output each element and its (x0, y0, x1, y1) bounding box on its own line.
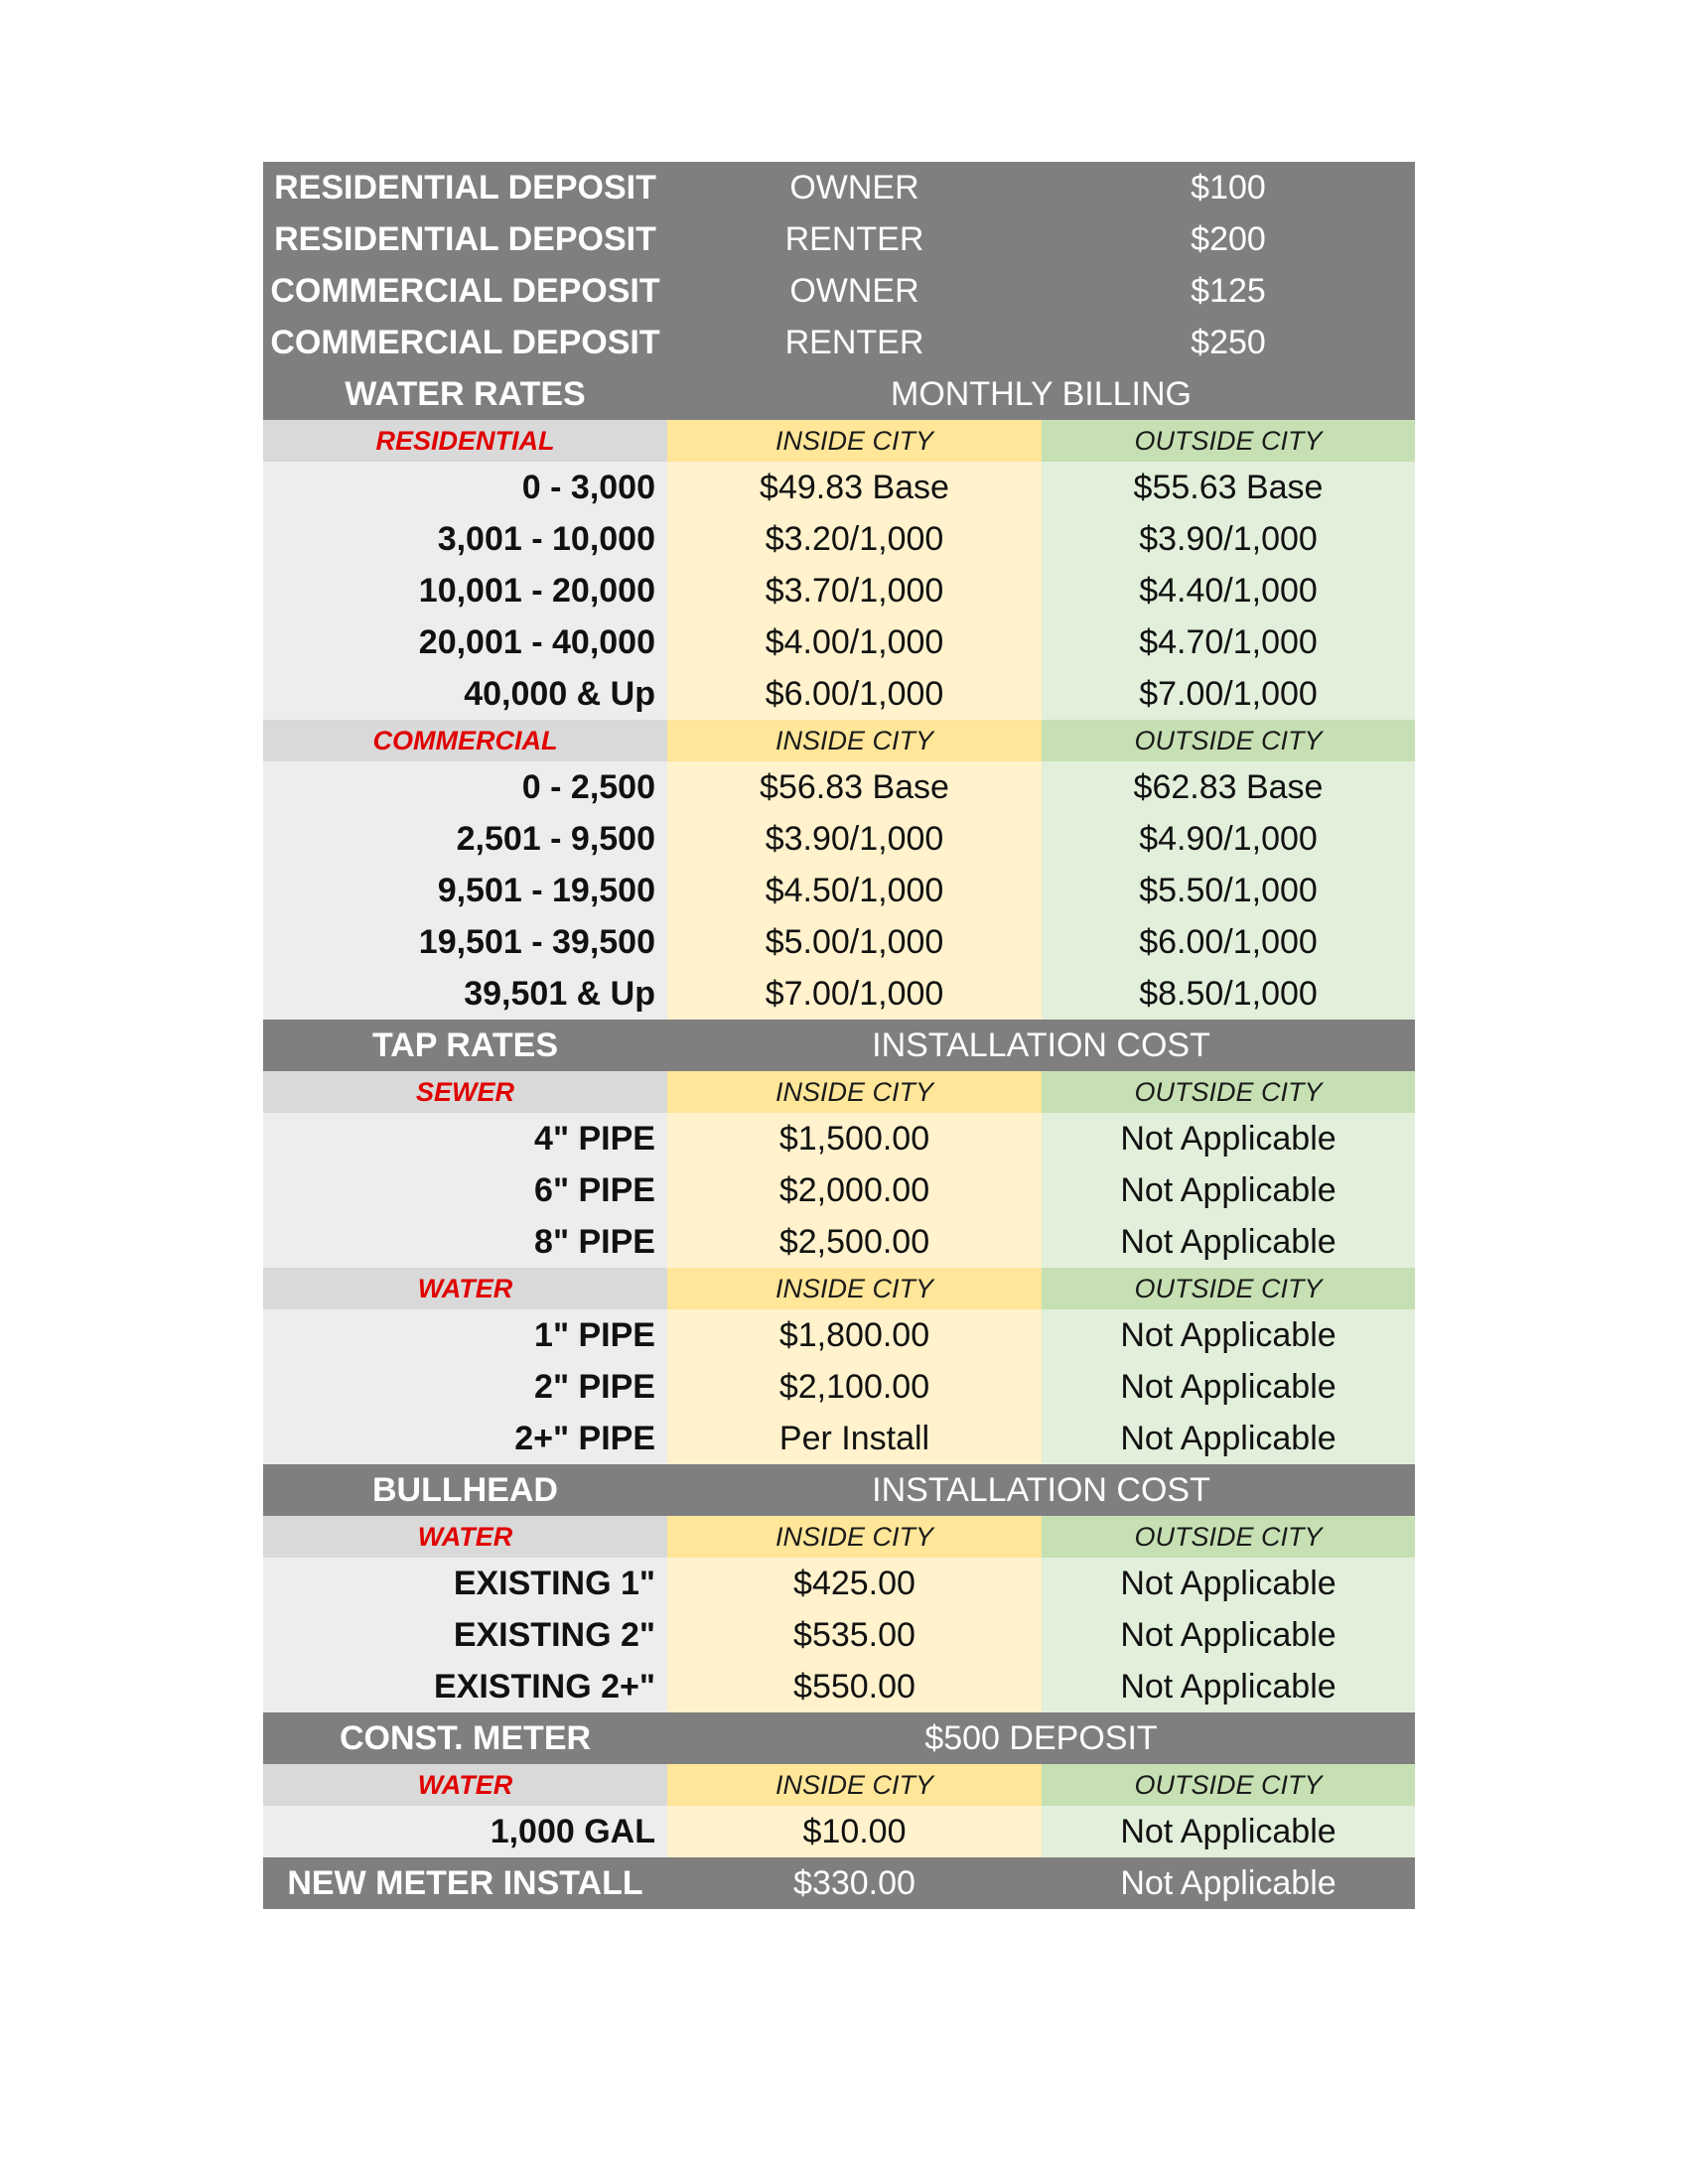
inside-cost: $2,100.00 (667, 1361, 1042, 1413)
usage-range: 9,501 - 19,500 (263, 865, 667, 916)
inside-cost: $2,000.00 (667, 1164, 1042, 1216)
outside-rate: $7.00/1,000 (1042, 668, 1415, 720)
deposit-row (263, 162, 1415, 213)
inside-rate: $4.00/1,000 (667, 616, 1042, 668)
outside-rate: $4.40/1,000 (1042, 565, 1415, 616)
outside-city-header: OUTSIDE CITY (1042, 1071, 1415, 1113)
usage-range: 40,000 & Up (263, 668, 667, 720)
table-row (263, 1413, 1415, 1464)
rate-table (263, 162, 1415, 1909)
deposit-amount: $250 (1042, 317, 1415, 368)
table-row (263, 865, 1415, 916)
existing-size: EXISTING 1" (263, 1558, 667, 1609)
inside-rate: $7.00/1,000 (667, 968, 1042, 1020)
section-subtitle: INSTALLATION COST (667, 1464, 1415, 1516)
deposit-type: OWNER (667, 162, 1042, 213)
outside-cost: Not Applicable (1042, 1361, 1415, 1413)
table-row (263, 565, 1415, 616)
subheader-const-meter-water (263, 1764, 1415, 1806)
pipe-size: 8" PIPE (263, 1216, 667, 1268)
new-meter-label: NEW METER INSTALL (263, 1857, 667, 1909)
usage-range: 39,501 & Up (263, 968, 667, 1020)
inside-rate: $6.00/1,000 (667, 668, 1042, 720)
outside-cost: Not Applicable (1042, 1164, 1415, 1216)
new-meter-inside: $330.00 (667, 1857, 1042, 1909)
outside-cost: Not Applicable (1042, 1609, 1415, 1661)
usage-range: 0 - 3,000 (263, 462, 667, 513)
inside-city-header: INSIDE CITY (667, 1516, 1042, 1558)
inside-city-header: INSIDE CITY (667, 720, 1042, 761)
section-subtitle: INSTALLATION COST (667, 1020, 1415, 1071)
inside-cost: Per Install (667, 1413, 1042, 1464)
outside-cost: Not Applicable (1042, 1309, 1415, 1361)
pipe-size: 2+" PIPE (263, 1413, 667, 1464)
section-title: WATER RATES (263, 368, 667, 420)
table-row (263, 1609, 1415, 1661)
table-row (263, 1806, 1415, 1857)
deposit-label: COMMERCIAL DEPOSIT (263, 317, 667, 368)
outside-rate: $4.90/1,000 (1042, 813, 1415, 865)
deposit-amount: $100 (1042, 162, 1415, 213)
usage-range: 0 - 2,500 (263, 761, 667, 813)
outside-city-header: OUTSIDE CITY (1042, 1268, 1415, 1309)
outside-rate: $62.83 Base (1042, 761, 1415, 813)
inside-rate: $49.83 Base (667, 462, 1042, 513)
outside-rate: $4.70/1,000 (1042, 616, 1415, 668)
usage-range: 2,501 - 9,500 (263, 813, 667, 865)
table-row (263, 616, 1415, 668)
outside-cost: Not Applicable (1042, 1113, 1415, 1164)
deposit-row (263, 213, 1415, 265)
pipe-size: 4" PIPE (263, 1113, 667, 1164)
table-row (263, 1309, 1415, 1361)
inside-rate: $3.90/1,000 (667, 813, 1042, 865)
deposit-type: RENTER (667, 317, 1042, 368)
table-row (263, 1558, 1415, 1609)
table-row (263, 1164, 1415, 1216)
outside-cost: Not Applicable (1042, 1558, 1415, 1609)
deposit-row (263, 317, 1415, 368)
table-row (263, 1113, 1415, 1164)
table-row (263, 1216, 1415, 1268)
pipe-size: 1" PIPE (263, 1309, 667, 1361)
category-label: COMMERCIAL (263, 720, 667, 761)
deposit-amount: $125 (1042, 265, 1415, 317)
deposit-label: COMMERCIAL DEPOSIT (263, 265, 667, 317)
outside-cost: Not Applicable (1042, 1661, 1415, 1712)
pipe-size: 6" PIPE (263, 1164, 667, 1216)
outside-cost: Not Applicable (1042, 1216, 1415, 1268)
subheader-tap-water (263, 1268, 1415, 1309)
inside-rate: $3.20/1,000 (667, 513, 1042, 565)
section-header-water-rates (263, 368, 1415, 420)
category-label: WATER (263, 1268, 667, 1309)
existing-size: EXISTING 2+" (263, 1661, 667, 1712)
section-title: BULLHEAD (263, 1464, 667, 1516)
table-row (263, 813, 1415, 865)
deposit-type: OWNER (667, 265, 1042, 317)
inside-city-header: INSIDE CITY (667, 420, 1042, 462)
outside-rate: $5.50/1,000 (1042, 865, 1415, 916)
section-title: TAP RATES (263, 1020, 667, 1071)
table-row (263, 513, 1415, 565)
deposit-type: RENTER (667, 213, 1042, 265)
subheader-residential (263, 420, 1415, 462)
deposit-row (263, 265, 1415, 317)
category-label: WATER (263, 1516, 667, 1558)
inside-rate: $5.00/1,000 (667, 916, 1042, 968)
deposit-amount: $200 (1042, 213, 1415, 265)
outside-city-header: OUTSIDE CITY (1042, 720, 1415, 761)
section-title: CONST. METER (263, 1712, 667, 1764)
section-subtitle: MONTHLY BILLING (667, 368, 1415, 420)
outside-rate: $8.50/1,000 (1042, 968, 1415, 1020)
table-row (263, 668, 1415, 720)
inside-cost: $425.00 (667, 1558, 1042, 1609)
section-header-bullhead (263, 1464, 1415, 1516)
outside-cost: Not Applicable (1042, 1413, 1415, 1464)
table-row (263, 968, 1415, 1020)
category-label: WATER (263, 1764, 667, 1806)
category-label: RESIDENTIAL (263, 420, 667, 462)
inside-cost: $535.00 (667, 1609, 1042, 1661)
section-header-tap-rates (263, 1020, 1415, 1071)
section-subtitle: $500 DEPOSIT (667, 1712, 1415, 1764)
section-header-const-meter (263, 1712, 1415, 1764)
outside-rate: $3.90/1,000 (1042, 513, 1415, 565)
inside-cost: $2,500.00 (667, 1216, 1042, 1268)
usage-range: 20,001 - 40,000 (263, 616, 667, 668)
outside-cost: Not Applicable (1042, 1806, 1415, 1857)
inside-cost: $1,800.00 (667, 1309, 1042, 1361)
outside-rate: $55.63 Base (1042, 462, 1415, 513)
table-row (263, 1661, 1415, 1712)
inside-cost: $550.00 (667, 1661, 1042, 1712)
outside-city-header: OUTSIDE CITY (1042, 420, 1415, 462)
inside-rate: $4.50/1,000 (667, 865, 1042, 916)
deposit-label: RESIDENTIAL DEPOSIT (263, 162, 667, 213)
table-row (263, 916, 1415, 968)
table-row (263, 1361, 1415, 1413)
inside-cost: $10.00 (667, 1806, 1042, 1857)
usage-range: 19,501 - 39,500 (263, 916, 667, 968)
usage-range: 3,001 - 10,000 (263, 513, 667, 565)
deposit-label: RESIDENTIAL DEPOSIT (263, 213, 667, 265)
pipe-size: 2" PIPE (263, 1361, 667, 1413)
usage-range: 10,001 - 20,000 (263, 565, 667, 616)
subheader-sewer (263, 1071, 1415, 1113)
existing-size: EXISTING 2" (263, 1609, 667, 1661)
inside-rate: $3.70/1,000 (667, 565, 1042, 616)
subheader-commercial (263, 720, 1415, 761)
subheader-bullhead-water (263, 1516, 1415, 1558)
inside-city-header: INSIDE CITY (667, 1268, 1042, 1309)
table-row (263, 761, 1415, 813)
inside-city-header: INSIDE CITY (667, 1071, 1042, 1113)
inside-city-header: INSIDE CITY (667, 1764, 1042, 1806)
outside-city-header: OUTSIDE CITY (1042, 1764, 1415, 1806)
category-label: SEWER (263, 1071, 667, 1113)
inside-rate: $56.83 Base (667, 761, 1042, 813)
inside-cost: $1,500.00 (667, 1113, 1042, 1164)
table-row (263, 462, 1415, 513)
outside-city-header: OUTSIDE CITY (1042, 1516, 1415, 1558)
new-meter-install-row (263, 1857, 1415, 1909)
volume: 1,000 GAL (263, 1806, 667, 1857)
outside-rate: $6.00/1,000 (1042, 916, 1415, 968)
new-meter-outside: Not Applicable (1042, 1857, 1415, 1909)
